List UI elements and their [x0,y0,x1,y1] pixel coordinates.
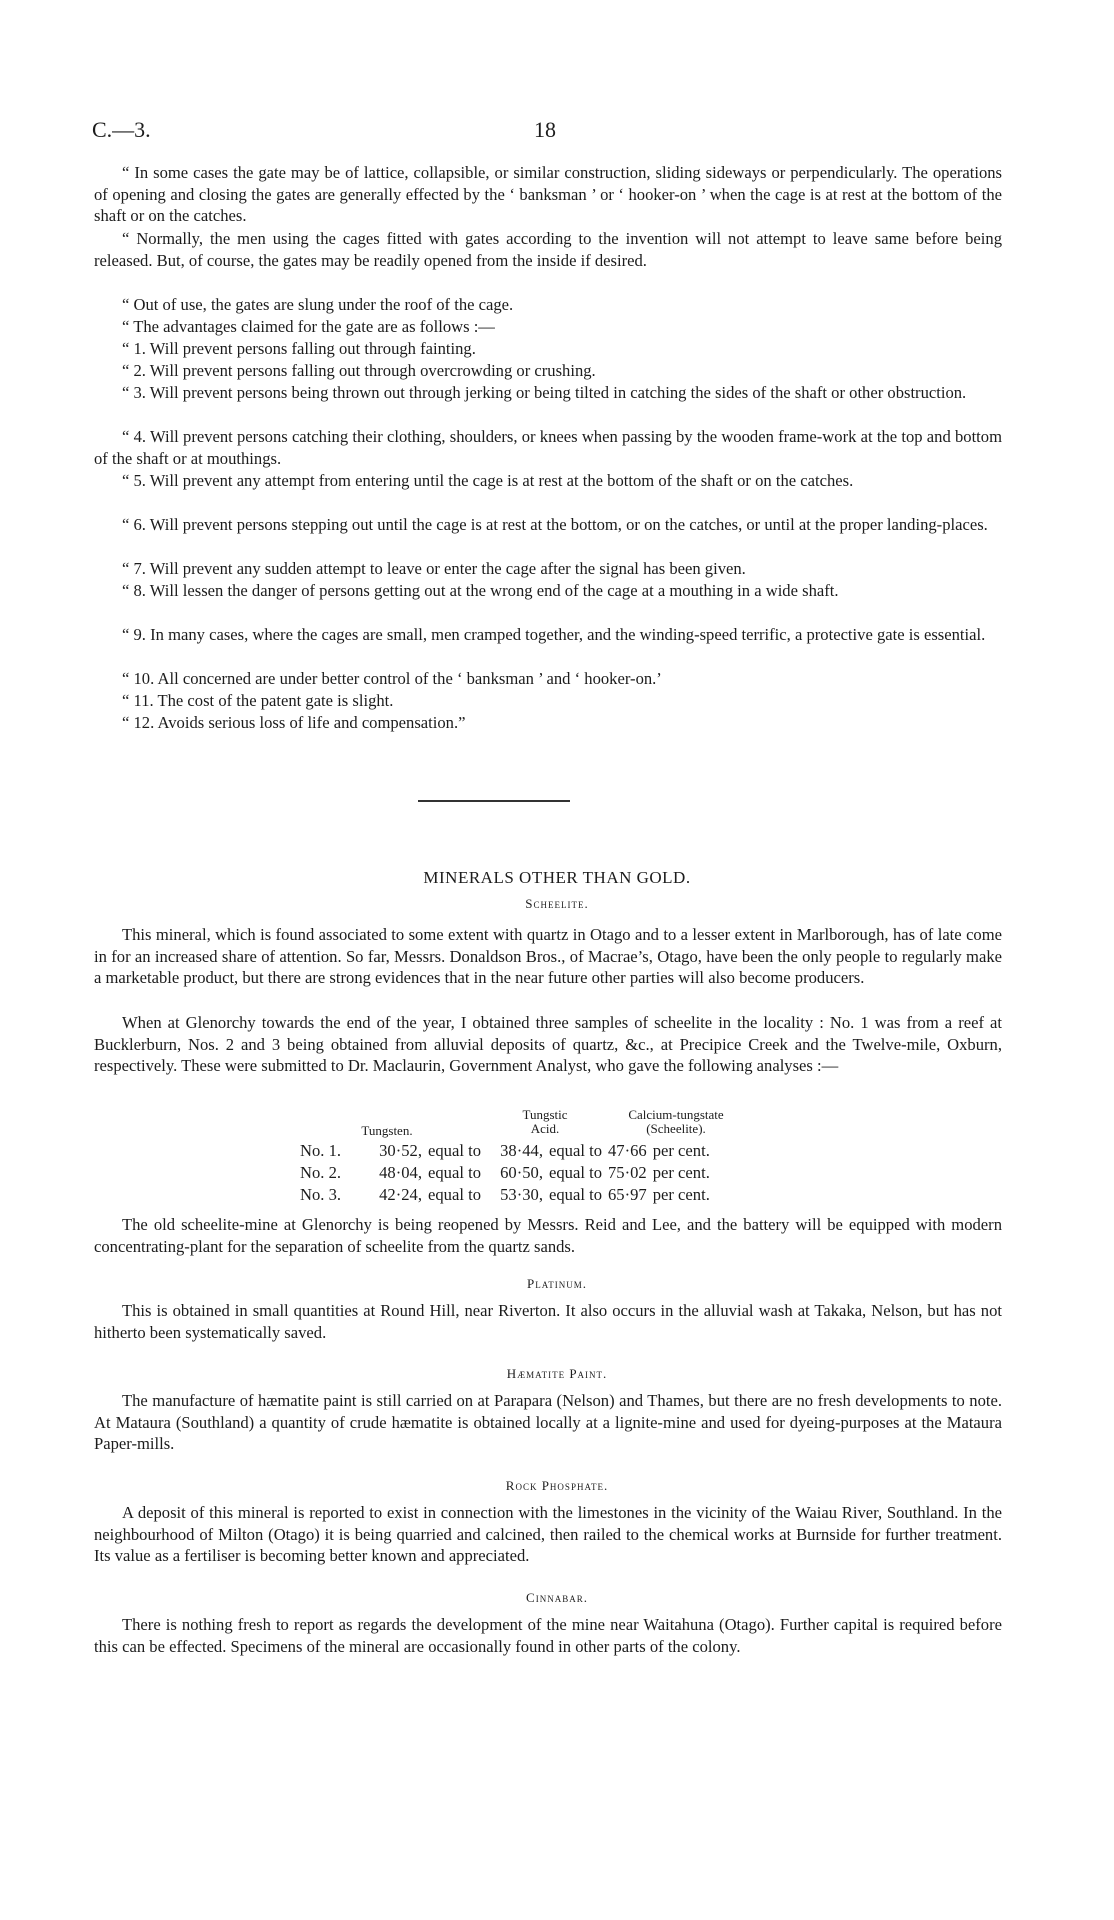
cinnabar-heading: Cinnabar. [526,1590,588,1605]
table-header-tungsten: Tungsten. [361,1123,413,1138]
section-divider [418,800,570,802]
advantage-item-9: “ 9. In many cases, where the cages are small, men cramped together, and the winding-speed terrific, a protective gate is essential. [122,625,986,644]
quote-paragraph-3: “ Out of use, the gates are slung under the roof of the cage. [122,295,514,314]
advantage-item-3: “ 3. Will prevent persons being thrown out through jerking or being tilted in catching the sides of the shaft or other obstruction. [122,383,967,402]
cinnabar-paragraph: There is nothing fresh to report as regards the development of the mine near Waitahuna (Otago). Further capital is required before this can be effected. Specimens of the mineral are occasionally found in other parts of the colony. [94,1615,1002,1656]
advantage-item-10: “ 10. All concerned are under better control of the ‘ banksman ’ and ‘ hooker-on.’ [122,669,662,688]
quote-paragraph-2: “ Normally, the men using the cages fitted with gates according to the invention will not attempt to leave same before being released. But, of course, the gates may be readily opened from the inside if desired. [94,229,1002,270]
scheelite-paragraph-1: This mineral, which is found associated to some extent with quartz in Otago and to a lesser extent in Marlborough, has of late come in for an increased share of attention. So far, Messrs. Donaldson Bros., of Macrae’s, Otago, have been the only people to regularly make a marketable product, but there are strong evidences that in the near future other parties will also become producers. [94,925,1002,988]
table-row: No. 3. 42·24, equal to 53·30, equal to 65·97 per cent. [300,1185,710,1204]
table-row: No. 2. 48·04, equal to 60·50, equal to 75·02 per cent. [300,1163,710,1182]
haematite-paragraph: The manufacture of hæmatite paint is still carried on at Parapara (Nelson) and Thames, but there are no fresh developments to note. At Mataura (Southland) a quantity of crude hæmatite is obtained locally at a lignite-mine and used for dyeing-purposes at the Mataura Paper-mills. [94,1391,1002,1454]
advantage-item-8: “ 8. Will lessen the danger of persons getting out at the wrong end of the cage at a mouthing in a wide shaft. [122,581,839,600]
rock-phosphate-paragraph: A deposit of this mineral is reported to exist in connection with the limestones in the vicinity of the Waiau River, Southland. In the neighbourhood of Milton (Otago) it is being quarried and calcined, then railed to the chemical works at Burnside for further treatment. Its value as a fertiliser is becoming better known and appreciated. [94,1503,1002,1566]
advantage-item-6: “ 6. Will prevent persons stepping out until the cage is at rest at the bottom, or on the catches, or until at the proper landing-places. [122,515,988,534]
page-number: 18 [534,117,556,142]
rock-phosphate-heading: Rock Phosphate. [505,1478,609,1493]
quote-paragraph-1: “ In some cases the gate may be of lattice, collapsible, or similar construction, sliding sideways or perpendicularly. The operations of opening and closing the gates are generally effected by the ‘ banksman ’ or ‘ hooker-on ’ when the cage is at rest at the bottom of the shaft or on the catches. [94,163,1002,226]
section-title: MINERALS OTHER THAN GOLD. [423,868,691,887]
quote-paragraph-4: “ The advantages claimed for the gate are as follows :— [122,317,495,336]
scheelite-paragraph-2: When at Glenorchy towards the end of the year, I obtained three samples of scheelite in the locality : No. 1 was from a reef at Bucklerburn, Nos. 2 and 3 being obtained from alluvial deposits of quartz, &c., at Precipice Creek and the Twelve-mile, Oxburn, respectively. These were submitted to Dr. Maclaurin, Government Analyst, who gave the following analyses :— [94,1013,1002,1076]
scheelite-heading: Scheelite. [525,896,589,911]
table-header-tungstic: Tungstic [522,1107,568,1122]
haematite-heading: Hæmatite Paint. [506,1366,608,1381]
table-header-calcium-tungstate: Calcium-tungstate [628,1107,724,1122]
advantage-item-11: “ 11. The cost of the patent gate is slight. [122,691,394,710]
report-code: C.—3. [92,117,151,142]
running-header [92,117,1012,147]
advantage-item-1: “ 1. Will prevent persons falling out through fainting. [122,339,476,358]
advantage-item-7: “ 7. Will prevent any sudden attempt to leave or enter the cage after the signal has been given. [122,559,746,578]
advantage-item-12: “ 12. Avoids serious loss of life and compensation.” [122,713,466,732]
table-header-scheelite: (Scheelite). [646,1121,706,1136]
platinum-heading: Platinum. [527,1276,587,1291]
advantage-item-4: “ 4. Will prevent persons catching their clothing, shoulders, or knees when passing by the wooden frame-work at the top and bottom of the shaft or at mouthings. [94,427,1002,468]
table-row: No. 1. 30·52, equal to 38·44, equal to 47·66 per cent. [300,1141,710,1160]
scheelite-paragraph-3: The old scheelite-mine at Glenorchy is being reopened by Messrs. Reid and Lee, and the battery will be equipped with modern concentrating-plant for the separation of scheelite from the quartz sands. [94,1215,1002,1256]
advantage-item-5: “ 5. Will prevent any attempt from entering until the cage is at rest at the bottom of the shaft or on the catches. [122,471,854,490]
advantage-item-2: “ 2. Will prevent persons falling out through overcrowding or crushing. [122,361,596,380]
table-header-acid: Acid. [530,1121,560,1136]
platinum-paragraph: This is obtained in small quantities at Round Hill, near Riverton. It also occurs in the alluvial wash at Takaka, Nelson, but has not hitherto been systematically saved. [94,1301,1002,1342]
